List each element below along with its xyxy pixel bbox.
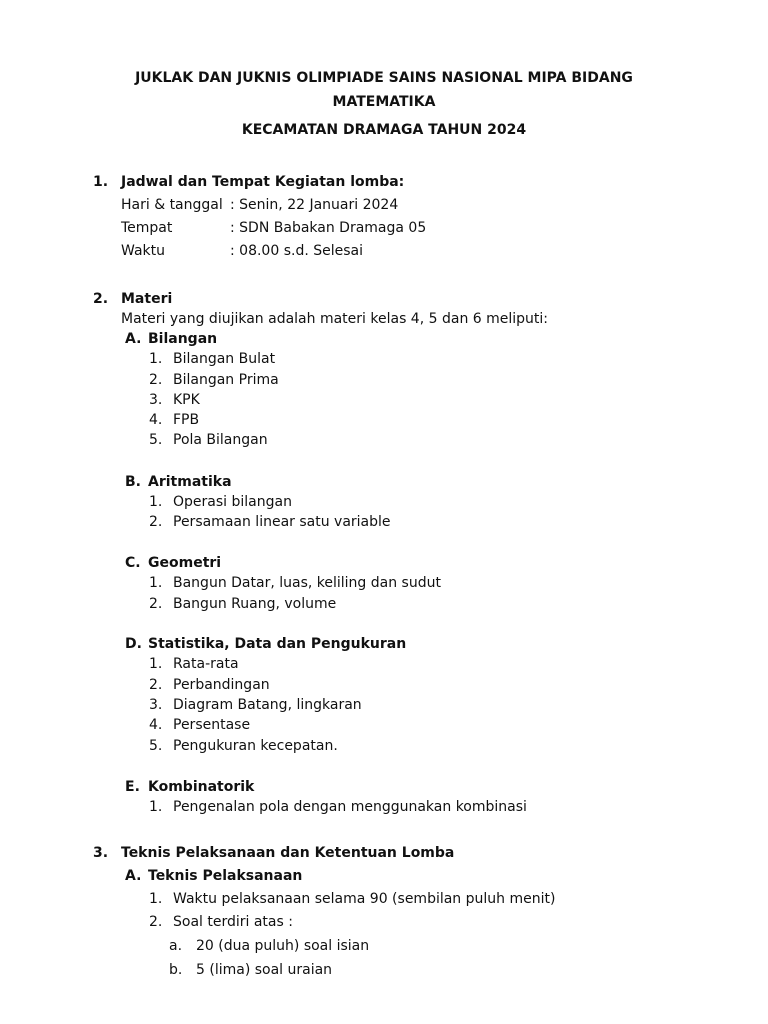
- list-item: Operasi bilangan: [173, 494, 292, 510]
- doc-title-line3: KECAMATAN DRAMAGA TAHUN 2024: [241, 122, 527, 138]
- sublist-label: a.: [169, 938, 183, 954]
- schedule-label-time: Waktu: [121, 243, 165, 259]
- list-number: 4.: [149, 717, 163, 733]
- list-item: Bilangan Prima: [173, 372, 279, 388]
- list-item: Persamaan linear satu variable: [173, 514, 391, 530]
- list-number: 1.: [149, 656, 163, 672]
- list-item: Rata-rata: [173, 656, 239, 672]
- list-number: 2.: [149, 596, 163, 612]
- schedule-label-date: Hari & tanggal: [121, 197, 223, 213]
- list-number: 1.: [149, 494, 163, 510]
- section-1-number: 1.: [93, 174, 109, 190]
- list-number: 5.: [149, 432, 163, 448]
- list-item: Soal terdiri atas :: [173, 914, 293, 930]
- list-number: 4.: [149, 412, 163, 428]
- list-number: 1.: [149, 575, 163, 591]
- subsection-d-label: D.: [125, 636, 142, 652]
- list-item: Pengenalan pola dengan menggunakan kombinasi: [173, 799, 527, 815]
- list-number: 2.: [149, 914, 163, 930]
- list-item: Waktu pelaksanaan selama 90 (sembilan puluh menit): [173, 891, 556, 907]
- list-item: Pola Bilangan: [173, 432, 268, 448]
- subsection-c-label: C.: [125, 555, 141, 571]
- list-number: 5.: [149, 738, 163, 754]
- list-number: 2.: [149, 677, 163, 693]
- list-item: Bangun Datar, luas, keliling dan sudut: [173, 575, 441, 591]
- list-number: 2.: [149, 372, 163, 388]
- schedule-value-date: : Senin, 22 Januari 2024: [230, 197, 399, 213]
- list-item: Bangun Ruang, volume: [173, 596, 337, 612]
- subsection-b-label: B.: [125, 474, 141, 490]
- list-item: KPK: [173, 392, 200, 408]
- sublist-label: b.: [169, 962, 183, 978]
- list-item: Diagram Batang, lingkaran: [173, 697, 362, 713]
- subsection-3a-title: Teknis Pelaksanaan: [148, 868, 303, 884]
- section-3-number: 3.: [93, 845, 109, 861]
- list-item: Persentase: [173, 717, 251, 733]
- list-item: Perbandingan: [173, 677, 270, 693]
- doc-title-line2: MATEMATIKA: [332, 94, 436, 110]
- section-3-heading: Teknis Pelaksanaan dan Ketentuan Lomba: [121, 845, 455, 861]
- section-1-heading: Jadwal dan Tempat Kegiatan lomba:: [121, 174, 405, 190]
- list-item: Pengukuran kecepatan.: [173, 738, 338, 754]
- subsection-a-title: Bilangan: [148, 331, 218, 347]
- subsection-d-title: Statistika, Data dan Pengukuran: [148, 636, 407, 652]
- schedule-value-time: : 08.00 s.d. Selesai: [230, 243, 363, 259]
- subsection-a-label: A.: [125, 331, 142, 347]
- section-2-heading: Materi: [121, 291, 173, 307]
- section-2-number: 2.: [93, 291, 109, 307]
- subsection-c-title: Geometri: [148, 555, 222, 571]
- sublist-item: 20 (dua puluh) soal isian: [196, 938, 370, 954]
- list-item: Bilangan Bulat: [173, 351, 276, 367]
- list-number: 2.: [149, 514, 163, 530]
- subsection-e-title: Kombinatorik: [148, 779, 255, 795]
- doc-title-line1: JUKLAK DAN JUKNIS OLIMPIADE SAINS NASIONAL MIPA BIDANG: [135, 70, 633, 86]
- list-item: FPB: [173, 412, 200, 428]
- list-number: 3.: [149, 697, 163, 713]
- list-number: 3.: [149, 392, 163, 408]
- schedule-value-place: : SDN Babakan Dramaga 05: [230, 220, 427, 236]
- subsection-3a-label: A.: [125, 868, 142, 884]
- list-number: 1.: [149, 351, 163, 367]
- subsection-e-label: E.: [125, 779, 140, 795]
- schedule-label-place: Tempat: [121, 220, 173, 236]
- list-number: 1.: [149, 891, 163, 907]
- sublist-item: 5 (lima) soal uraian: [196, 962, 333, 978]
- list-number: 1.: [149, 799, 163, 815]
- subsection-b-title: Aritmatika: [148, 474, 232, 490]
- section-2-intro: Materi yang diujikan adalah materi kelas 4, 5 dan 6 meliputi:: [121, 311, 549, 327]
